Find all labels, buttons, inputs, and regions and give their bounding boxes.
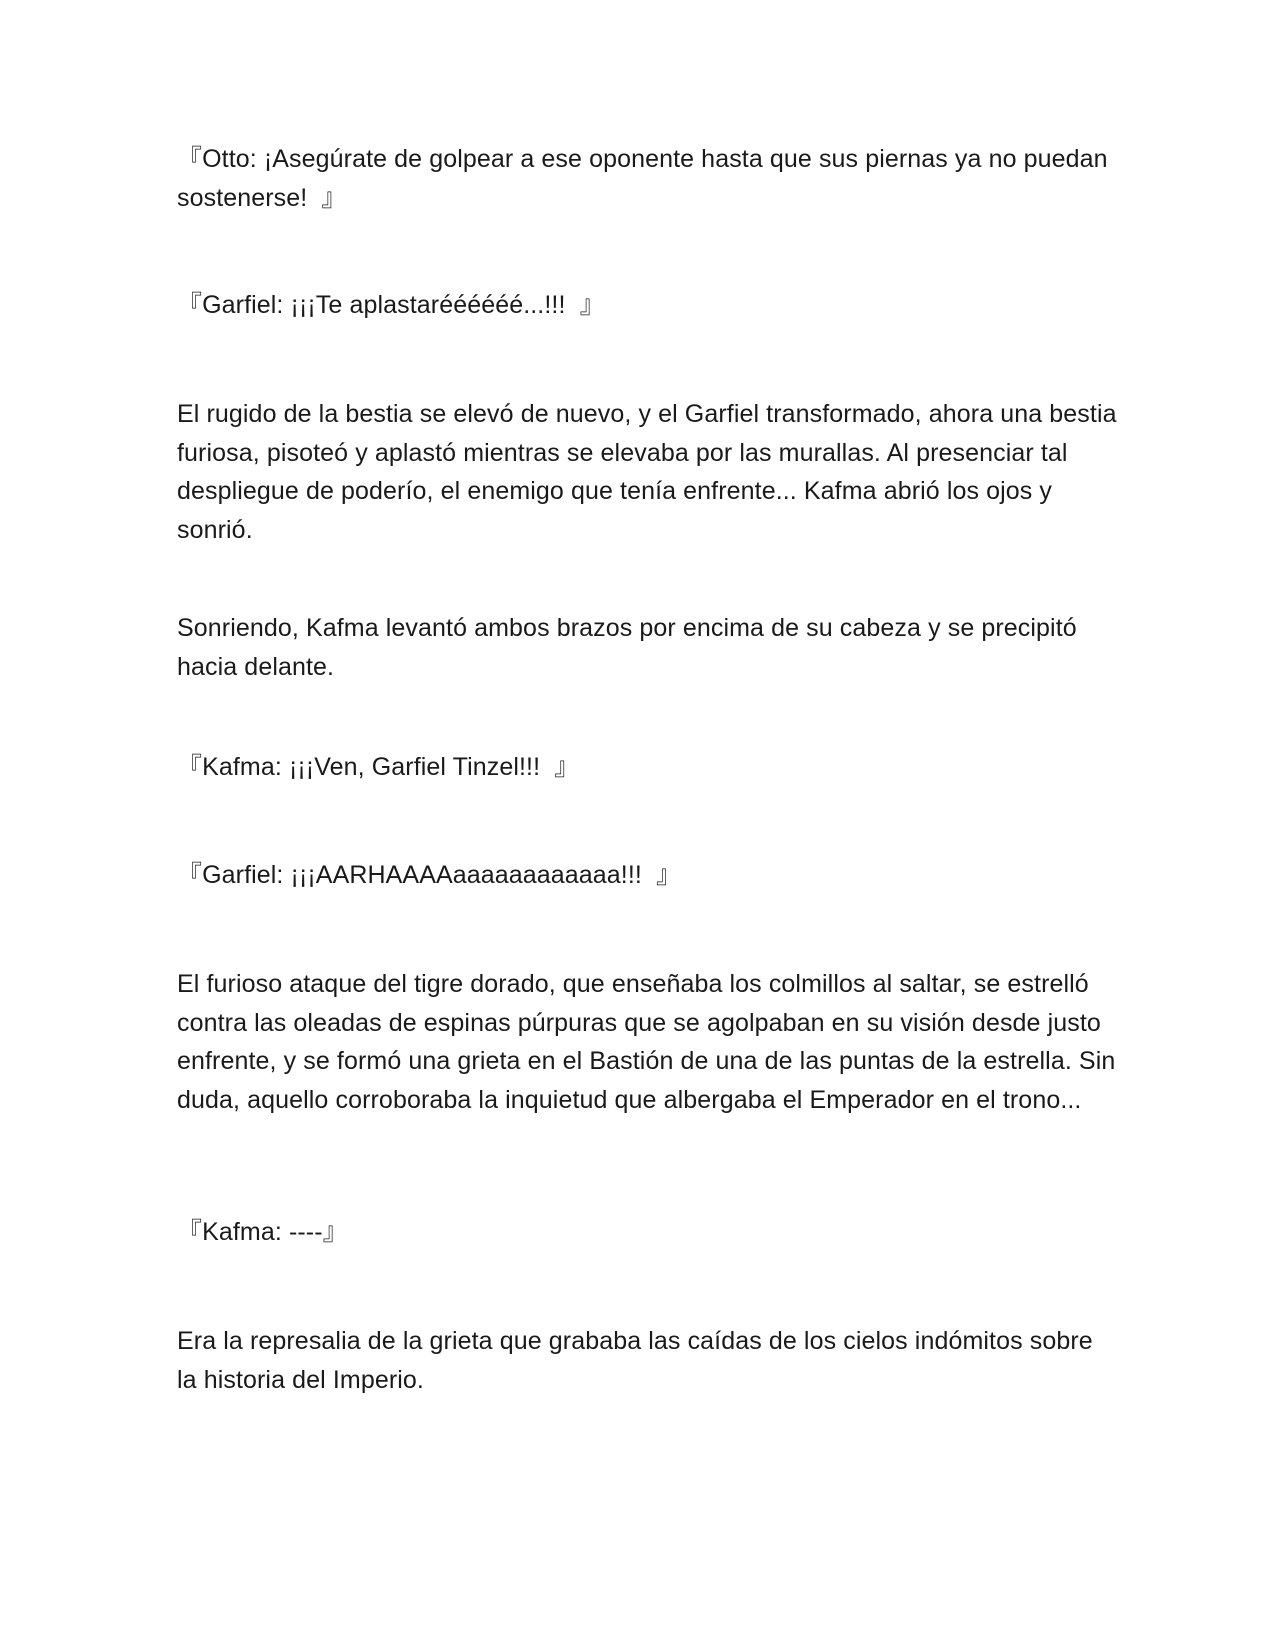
dialogue-garfiel-2: 『Garfiel: ¡¡¡AARHAAAAaaaaaaaaaaaa!!! 』: [177, 861, 682, 889]
dialogue-otto: 『Otto: ¡Asegúrate de golpear a ese oponente hasta que sus piernas ya no puedan sostenerse! 』: [177, 145, 1115, 212]
narration-paragraph-2: Sonriendo, Kafma levantó ambos brazos por encima de su cabeza y se precipitó hacia delante.: [177, 614, 1084, 681]
dialogue-kafma-2: 『Kafma: ----』: [177, 1218, 348, 1246]
dialogue-kafma-1: 『Kafma: ¡¡¡Ven, Garfiel Tinzel!!! 』: [177, 753, 580, 781]
dialogue-garfiel-1: 『Garfiel: ¡¡¡Te aplastaréééééé...!!! 』: [177, 291, 605, 319]
narration-paragraph-3: El furioso ataque del tigre dorado, que enseñaba los colmillos al saltar, se estrelló contra las oleadas de espinas púrpuras que se agolpaban en su visión desde justo enfrente, y se formó una grieta en el Bastión de una de las puntas de la estrella. Sin duda, aquello corroboraba la inquietud que albergaba el Emperador en el trono...: [177, 970, 1123, 1114]
narration-paragraph-1: El rugido de la bestia se elevó de nuevo, y el Garfiel transformado, ahora una bestia furiosa, pisoteó y aplastó mientras se elevaba por las murallas. Al presenciar tal despliegue de poderío, el enemigo que tenía enfrente... Kafma abrió los ojos y sonrió.: [177, 400, 1124, 544]
narration-paragraph-4: Era la represalia de la grieta que grababa las caídas de los cielos indómitos sobre la historia del Imperio.: [177, 1327, 1100, 1394]
